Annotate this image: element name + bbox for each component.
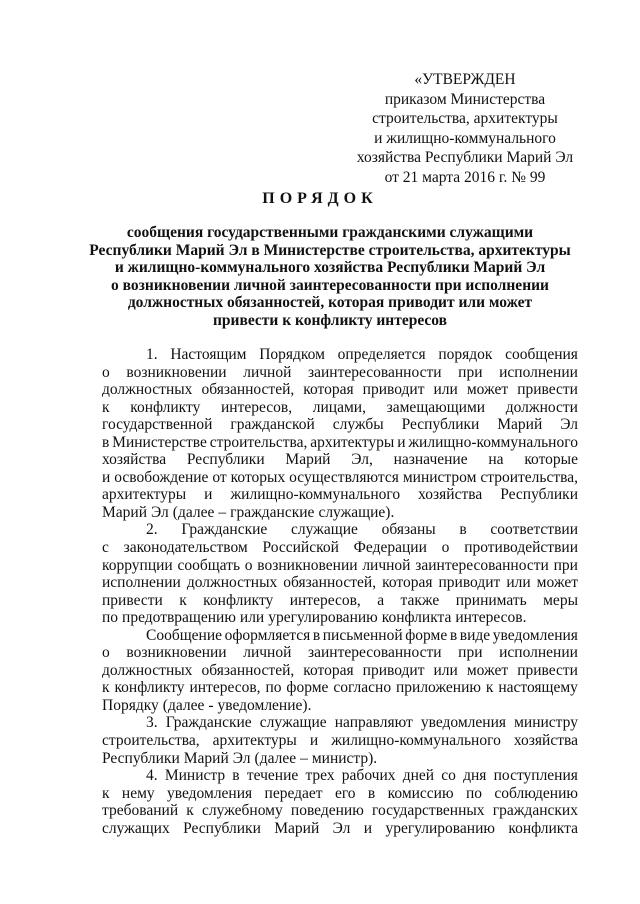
body-word: Республики: [186, 451, 265, 469]
body-word: может: [536, 574, 578, 592]
body-word: комиссию: [387, 784, 454, 802]
body-word: привести: [517, 661, 578, 679]
body-line: [102, 714, 578, 732]
body-word: его: [334, 784, 356, 802]
body-word: о: [244, 556, 253, 574]
body-word: приводит: [438, 574, 501, 592]
body-word: к: [102, 679, 110, 697]
body-line: [102, 609, 578, 627]
body-line: [102, 820, 578, 838]
body-word: возникновении: [126, 644, 227, 662]
body-word: Эл: [560, 416, 578, 434]
body-word: лицами,: [312, 398, 366, 416]
approval-line: хозяйства Республики Марий Эл: [356, 149, 574, 166]
body-word: при: [458, 363, 483, 381]
body-word: со: [441, 767, 456, 785]
approval-line: и жилищно-коммунального: [374, 129, 556, 147]
body-word: назначение: [393, 451, 468, 469]
body-word: жилищно-коммунального: [230, 486, 401, 504]
body-line: [102, 644, 578, 662]
body-word: Республики: [102, 749, 180, 767]
body-word: и: [204, 486, 213, 504]
body-word: конфликта: [508, 819, 578, 837]
body-word: Республики: [401, 416, 480, 434]
body-word: Гражданские: [165, 714, 252, 732]
body-word: гражданских: [492, 802, 578, 820]
body-word: в: [232, 767, 240, 785]
body-line: [102, 451, 578, 469]
body-word: согласно: [333, 679, 392, 697]
body-word: в: [312, 626, 321, 644]
body-word: конфликту: [114, 679, 185, 697]
body-word: Республики: [500, 486, 578, 504]
body-word: Порядку: [102, 696, 159, 714]
body-word: дня: [463, 767, 487, 785]
body-word: приводит: [362, 661, 425, 679]
body-line: [102, 732, 578, 750]
body-word: в: [459, 521, 467, 539]
subtitle-line: и жилищно-коммунального хозяйства Республики Марий Эл: [114, 259, 546, 276]
body-word: требований: [102, 802, 179, 820]
body-word: обязанностей,: [201, 381, 295, 399]
body-line: [102, 434, 578, 452]
body-line: [102, 697, 578, 715]
body-word: службы: [332, 416, 384, 434]
subtitle-line: о возникновении личной заинтересованности при исполнении: [111, 276, 549, 294]
body-word: строительства,: [209, 433, 308, 451]
body-word: Федерации: [353, 539, 427, 557]
body-line: [102, 486, 578, 504]
body-line: [102, 416, 578, 434]
body-word: поступления: [493, 767, 578, 785]
body-word: уведомления: [492, 626, 578, 644]
body-word: интересов.: [455, 609, 527, 627]
body-word: жилищно-коммунального: [331, 732, 501, 750]
body-word: служащих: [102, 819, 170, 837]
body-word: 4.: [146, 767, 158, 785]
body-word: направляют: [334, 714, 413, 732]
body-word: министру: [514, 714, 578, 732]
body-word: личной: [362, 556, 411, 574]
body-word: исполнении: [499, 644, 578, 662]
body-word: обязанностей,: [201, 661, 295, 679]
body-word: уведомление).: [217, 696, 312, 714]
document-title: ПОРЯДОК: [262, 190, 378, 207]
body-word: -: [208, 696, 214, 714]
body-word: –: [218, 503, 227, 521]
approval-stamp: [330, 70, 600, 187]
body-word: и: [397, 433, 406, 451]
body-word: приложению: [395, 679, 481, 697]
body-word: которых: [230, 468, 286, 486]
body-word: Марий: [102, 503, 148, 521]
body-line: [102, 504, 578, 522]
body-word: которая: [382, 574, 433, 592]
body-word: противодействии: [464, 539, 578, 557]
body-line: [102, 521, 578, 539]
body-word: при: [458, 644, 483, 662]
body-line: [102, 399, 578, 417]
body-word: строительства,: [102, 732, 200, 750]
subtitle-line: Республики Марий Эл в Министерстве строительства, архитектуры: [89, 241, 571, 259]
body-word: Эл,: [351, 451, 373, 469]
body-word: гражданской: [230, 416, 315, 434]
body-word: по: [465, 784, 482, 802]
body-word: Министр: [164, 767, 226, 785]
body-word: исполнении: [499, 363, 578, 381]
body-word: служащие: [291, 521, 358, 539]
body-word: –: [300, 749, 308, 767]
body-word: форме: [286, 679, 329, 697]
body-word: Эл: [232, 749, 251, 767]
body-word: течение: [246, 767, 299, 785]
body-line: [102, 574, 578, 592]
body-word: жилищно-коммунального: [408, 433, 578, 451]
body-word: определяется: [337, 346, 426, 363]
body-line: [102, 767, 578, 785]
body-word: Эл: [332, 819, 351, 837]
body-word: Настоящим: [170, 346, 247, 363]
body-word: служебному: [201, 802, 283, 820]
body-word: предотвращению: [122, 609, 236, 627]
body-word: к: [102, 398, 110, 416]
body-word: (далее: [172, 503, 215, 521]
body-word: государственных: [371, 802, 485, 820]
body-word: нему: [121, 784, 155, 802]
body-word: в: [102, 433, 110, 451]
body-word: в: [449, 626, 458, 644]
body-word: обязаны: [381, 521, 436, 539]
body-word: с: [102, 539, 109, 557]
body-word: замещающими: [386, 398, 486, 416]
body-word: форме: [405, 626, 448, 644]
body-word: которая: [303, 661, 354, 679]
document-body: [102, 346, 578, 837]
body-word: по: [102, 609, 119, 627]
body-word: при: [553, 556, 578, 574]
approval-line: строительства, архитектуры: [372, 110, 558, 127]
body-word: конфликту: [203, 591, 274, 609]
body-word: порядок: [438, 346, 493, 363]
body-word: передает: [264, 784, 323, 802]
body-line: [102, 785, 578, 803]
body-word: соответствии: [490, 521, 578, 539]
body-word: уведомления: [167, 784, 253, 802]
body-word: соблюдению: [494, 784, 578, 802]
body-word: принимать: [455, 591, 527, 609]
body-line: [102, 539, 578, 557]
body-word: а: [377, 591, 385, 609]
body-word: законодательством: [123, 539, 248, 557]
body-word: о: [441, 539, 450, 557]
body-line: [102, 662, 578, 680]
body-word: к: [186, 802, 194, 820]
body-word: настоящему: [498, 679, 578, 697]
body-word: строительства,: [480, 468, 578, 486]
body-word: министром: [402, 468, 477, 486]
body-word: Порядком: [259, 346, 325, 363]
body-line: [102, 627, 578, 645]
subtitle-line: должностных обязанностей, которая приводит или может: [127, 294, 533, 311]
body-word: министр).: [311, 749, 378, 767]
body-word: государственной: [102, 416, 213, 434]
body-word: гражданские: [230, 503, 315, 521]
body-line: [102, 679, 578, 697]
body-word: хозяйства: [102, 451, 167, 469]
body-word: интересов,: [189, 679, 261, 697]
body-word: урегулированию: [385, 819, 495, 837]
body-word: может: [466, 661, 509, 679]
body-word: к: [102, 784, 110, 802]
body-word: приводит: [362, 381, 425, 399]
body-word: Гражданские: [181, 521, 268, 539]
body-word: заинтересованности: [308, 363, 442, 381]
body-word: привести: [102, 591, 163, 609]
body-word: и: [309, 732, 319, 750]
body-word: или: [433, 661, 458, 679]
body-word: урегулированию: [268, 609, 378, 627]
body-word: которая: [303, 381, 354, 399]
body-word: привести: [517, 381, 578, 399]
body-word: от: [212, 468, 227, 486]
body-word: о: [102, 363, 110, 381]
body-word: виде: [459, 626, 491, 644]
body-word: Эл: [151, 503, 169, 521]
body-word: исполнении: [102, 574, 181, 592]
body-word: Республики: [183, 819, 261, 837]
body-word: должностных: [102, 661, 193, 679]
body-word: уведомления: [420, 714, 507, 732]
body-word: интересов,: [289, 591, 361, 609]
body-word: оформляется: [224, 626, 311, 644]
body-word: сообщать: [177, 556, 241, 574]
body-word: может: [466, 381, 509, 399]
body-word: также: [400, 591, 440, 609]
body-word: которые: [524, 451, 578, 469]
body-word: по: [265, 679, 282, 697]
body-line: [102, 364, 578, 382]
body-word: и: [102, 468, 111, 486]
body-word: к: [485, 679, 494, 697]
body-word: 2.: [146, 521, 158, 539]
body-line: [102, 592, 578, 610]
body-word: должностных: [186, 574, 278, 592]
body-word: возникновении: [126, 363, 227, 381]
body-word: меры: [543, 591, 578, 609]
body-word: Марий: [497, 416, 543, 434]
body-word: служащие).: [318, 503, 395, 521]
body-word: и: [363, 819, 373, 837]
body-word: Марий: [285, 451, 331, 469]
body-word: трех: [305, 767, 335, 785]
subtitle-line: привести к конфликту интересов: [212, 311, 448, 329]
body-word: Сообщение: [146, 626, 223, 644]
body-word: рабочих: [341, 767, 396, 785]
body-word: (далее: [254, 749, 297, 767]
body-word: письменной: [322, 626, 403, 644]
body-word: на: [488, 451, 504, 469]
body-word: архитектуры: [102, 486, 187, 504]
document-subtitle: [80, 224, 580, 329]
body-word: хозяйства: [418, 486, 483, 504]
body-line: [102, 557, 578, 575]
body-word: (далее: [162, 696, 205, 714]
body-word: интересов,: [221, 398, 293, 416]
body-word: архитектуры: [212, 732, 297, 750]
body-word: личной: [243, 363, 292, 381]
approval-line: от 21 марта 2016 г. № 99: [384, 168, 546, 186]
body-word: 3.: [146, 714, 158, 732]
body-line: [102, 802, 578, 820]
body-word: конфликта: [381, 609, 452, 627]
body-word: обязанностей,: [283, 574, 377, 592]
body-word: сообщения: [505, 346, 578, 363]
body-word: должностных: [102, 381, 193, 399]
body-word: возникновении: [257, 556, 358, 574]
body-line: [102, 469, 578, 487]
body-word: личной: [243, 644, 292, 662]
body-word: коррупции: [102, 556, 173, 574]
subtitle-line: сообщения государственными гражданскими служащими: [126, 224, 534, 241]
body-line: [102, 381, 578, 399]
body-word: Марий: [274, 819, 320, 837]
approval-line: приказом Министерства: [384, 90, 546, 108]
body-word: дней: [402, 767, 435, 785]
body-word: или: [433, 381, 458, 399]
body-word: к: [179, 591, 187, 609]
approval-line: «УТВЕРЖДЕН: [414, 71, 516, 88]
body-word: в: [367, 784, 376, 802]
body-line: [102, 750, 578, 768]
body-word: или: [506, 574, 531, 592]
body-word: хозяйства: [513, 732, 578, 750]
body-word: 1.: [146, 346, 158, 363]
body-word: служащие: [259, 714, 327, 732]
body-word: Российской: [262, 539, 339, 557]
body-line: [102, 346, 578, 364]
body-word: конфликту: [130, 398, 201, 416]
body-word: осуществляются: [289, 468, 399, 486]
body-word: архитектуры: [310, 433, 395, 451]
body-word: поведению: [290, 802, 364, 820]
body-word: заинтересованности: [415, 556, 549, 574]
body-word: или: [239, 609, 265, 627]
body-word: должности: [505, 398, 578, 416]
body-word: заинтересованности: [308, 644, 442, 662]
body-word: Министерстве: [112, 433, 207, 451]
body-word: Марий: [183, 749, 229, 767]
body-word: о: [102, 644, 110, 662]
body-word: освобождение: [114, 468, 209, 486]
